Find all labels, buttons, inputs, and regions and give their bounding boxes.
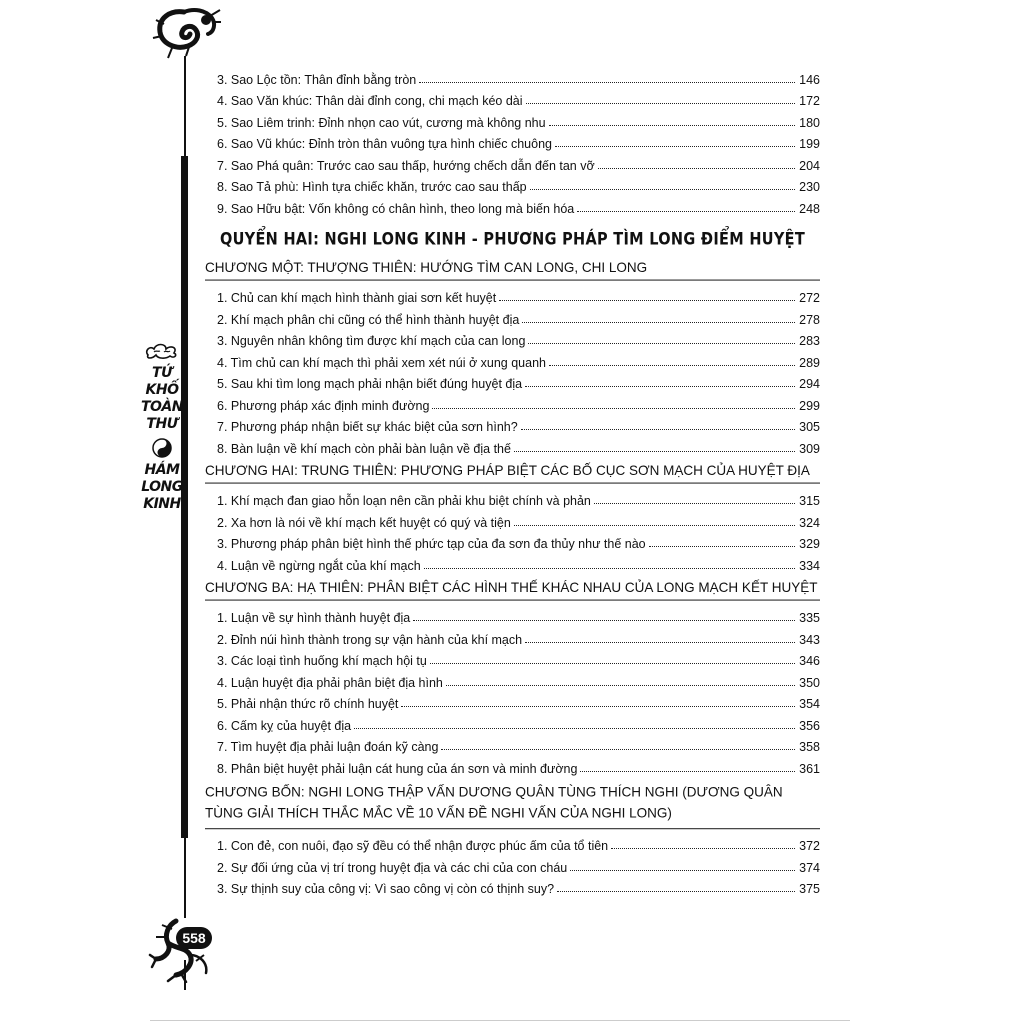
toc-entry: 7. Tìm huyệt địa phải luận đoán kỹ càng 358 [217, 740, 820, 754]
toc-entry-list [205, 284, 820, 456]
side-title [140, 343, 184, 513]
toc-entry: 1. Luận về sự hình thành huyệt địa 335 [217, 611, 820, 625]
toc-entry: 2. Xa hơn là nói về khí mạch kết huyệt có quý và tiện 324 [217, 515, 820, 530]
toc-entry: 1. Con đẻ, con nuôi, đạo sỹ đều có thể nhận được phúc ấm của tổ tiên 372 [217, 839, 820, 853]
table-of-contents [205, 61, 820, 896]
toc-entry: 5. Sau khi tìm long mạch phải nhận biết đúng huyệt địa 294 [217, 377, 820, 391]
page-edge-line [150, 1020, 850, 1021]
toc-entry: 3. Nguyên nhân không tìm được khí mạch của can long 283 [217, 334, 820, 348]
page-number: 558 [176, 927, 212, 949]
toc-entry: 7. Phương pháp nhận biết sự khác biệt của sơn hình? 305 [217, 420, 820, 434]
toc-entry: 2. Khí mạch phân chi cũng có thể hình thành huyệt địa 278 [217, 312, 820, 327]
toc-entry-list [205, 604, 820, 776]
toc-entry: 9. Sao Hữu bật: Vốn không có chân hình, theo long mà biến hóa 248 [217, 201, 820, 216]
toc-entry: 7. Sao Phá quân: Trước cao sau thấp, hướng chếch dẫn đến tan vỡ 204 [217, 158, 820, 173]
side-word: KHỐ [145, 382, 179, 398]
toc-entry: 6. Cấm kỵ của huyệt địa 356 [217, 718, 820, 733]
toc-entry: 6. Phương pháp xác định minh đường 299 [217, 398, 820, 413]
chapter-heading: CHƯƠNG BỐN: NGHI LONG THẬP VẤN DƯƠNG QUÂN TÙNG THÍCH NGHI (DƯƠNG QUÂN TÙNG GIẢI THÍCH THẮC MẮC VỀ 10 VẤN ĐỀ NGHI VẤN CỦA NGHI LONG) [205, 777, 820, 828]
toc-entry: 4. Luận huyệt địa phải phân biệt địa hình 350 [217, 675, 820, 690]
toc-entry: 1. Chủ can khí mạch hình thành giai sơn kết huyệt 272 [217, 291, 820, 305]
toc-entry: 4. Sao Văn khúc: Thân dài đỉnh cong, chi mạch kéo dài 172 [217, 94, 820, 108]
toc-entry-list [205, 65, 820, 216]
toc-entry: 6. Sao Vũ khúc: Đỉnh tròn thân vuông tựa hình chiếc chuông 199 [217, 137, 820, 151]
vertical-rule [184, 56, 186, 156]
toc-entry: 5. Phải nhận thức rõ chính huyệt 354 [217, 697, 820, 711]
chapter-heading: CHƯƠNG MỘT: THƯỢNG THIÊN: HƯỚNG TÌM CAN LONG, CHI LONG [205, 255, 820, 280]
toc-entry: 3. Sao Lộc tồn: Thân đỉnh bằng tròn 146 [217, 72, 820, 87]
dragon-icon [146, 915, 218, 983]
chapter-heading: CHƯƠNG BA: HẠ THIÊN: PHÂN BIỆT CÁC HÌNH THẾ KHÁC NHAU CỦA LONG MẠCH KẾT HUYỆT [205, 575, 820, 600]
toc-entry: 3. Sự thịnh suy của công vị: Vì sao công vị còn có thịnh suy? 375 [217, 882, 820, 896]
book-section-title: QUYỂN HAI: NGHI LONG KINH - PHƯƠNG PHÁP TÌM LONG ĐIỂM HUYỆT [219, 230, 806, 249]
toc-entry: 5. Sao Liêm trinh: Đỉnh nhọn cao vút, cương mà không nhu 180 [217, 115, 820, 130]
toc-entry: 8. Sao Tả phù: Hình tựa chiếc khăn, trước cao sau thấp 230 [217, 180, 820, 194]
toc-entry-list [205, 487, 820, 573]
toc-entry: 2. Đỉnh núi hình thành trong sự vận hành của khí mạch 343 [217, 632, 820, 647]
side-word: TOÀN [140, 399, 183, 415]
side-word: KINH [143, 496, 181, 512]
side-word: THƯ [146, 416, 178, 432]
side-word: TỨ [152, 365, 172, 381]
toc-entry: 3. Phương pháp phân biệt hình thế phức tạp của đa sơn đa thủy như thế nào 329 [217, 537, 820, 551]
dragon-icon [150, 4, 222, 60]
toc-entry: 8. Bàn luận về khí mạch còn phải bàn luận về địa thế 309 [217, 441, 820, 456]
side-word: HÁM [144, 462, 180, 478]
toc-entry: 4. Luận về ngừng ngắt của khí mạch 334 [217, 558, 820, 573]
vertical-rule [184, 838, 186, 918]
toc-entry: 8. Phân biệt huyệt phải luận cát hung của án sơn và minh đường 361 [217, 761, 820, 776]
toc-entry: 4. Tìm chủ can khí mạch thì phải xem xét núi ở xung quanh 289 [217, 355, 820, 370]
yin-yang-icon [152, 438, 172, 458]
toc-entry: 3. Các loại tình huống khí mạch hội tụ 346 [217, 654, 820, 668]
side-word: LONG [141, 479, 183, 495]
toc-entry-list [205, 832, 820, 897]
toc-entry: 2. Sự đối ứng của vị trí trong huyệt địa và các chi của con cháu 374 [217, 860, 820, 875]
cloud-icon [144, 343, 180, 359]
toc-entry: 1. Khí mạch đan giao hỗn loạn nên cần phải khu biệt chính và phản 315 [217, 494, 820, 508]
chapter-heading: CHƯƠNG HAI: TRUNG THIÊN: PHƯƠNG PHÁP BIỆT CÁC BỐ CỤC SƠN MẠCH CỦA HUYỆT ĐỊA [205, 458, 820, 483]
